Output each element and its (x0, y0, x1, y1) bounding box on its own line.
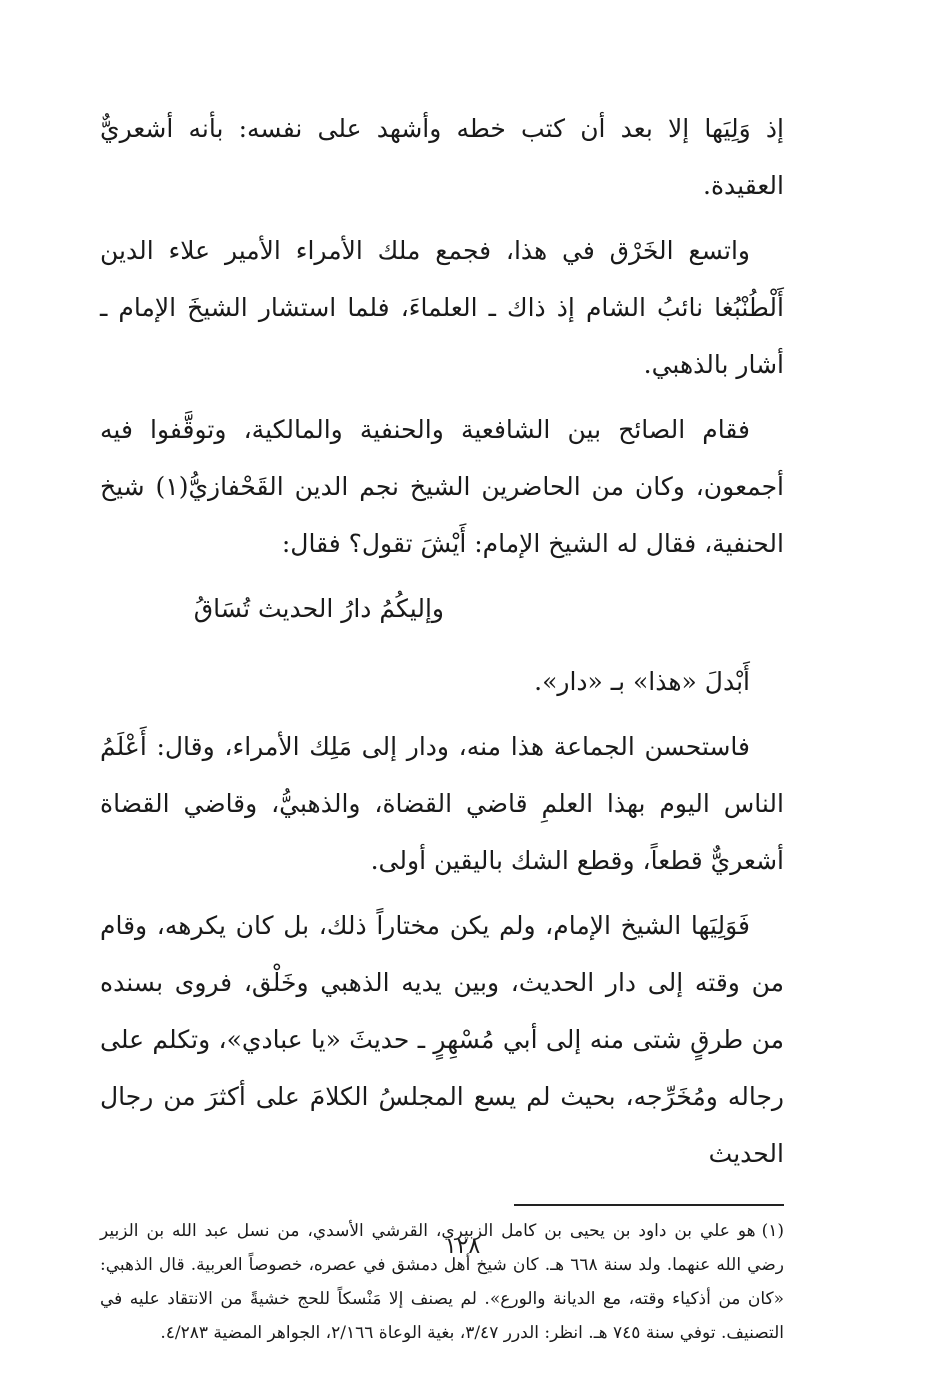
paragraph-3: فقام الصائح بين الشافعية والحنفية والمالكية، وتوقَّفوا فيه أجمعون، وكان من الحاضرين الشيخ نجم الدين القَحْفازيُّ(١) شيخ الحنفية، فقال له الشيخ الإمام: أَيْشَ تقول؟ فقال: (100, 415, 784, 558)
paragraph-5: فاستحسن الجماعة هذا منه، ودار إلى مَلِك الأمراء، وقال: أَعْلَمُ الناس اليوم بهذا العلمِ قاضي القضاة، والذهبيُّ، وقاضي القضاة أشعريٌّ قطعاً، وقطع الشك باليقين أولى. (100, 732, 784, 875)
paragraph-1: إذ وَلِيَها إلا بعد أن كتب خطه وأشهد على نفسه: بأنه أشعريٌّ العقيدة. (100, 114, 784, 200)
footnote-text: هو علي بن داود بن يحيى بن كامل الزبيري، القرشي الأسدي، من نسل عبد الله بن الزبير رضي الله عنهما. ولد سنة ٦٦٨ هـ. كان شيخ أهل دمشق في عصره، خصوصاً العربية. قال الذهبي: «كان من أذكياء وقته، مع الديانة والورع». لم يصنف إلا مَنْسكاً للحج خشيةً من الانتقاد عليه في التصنيف. توفي سنة ٧٤٥ هـ. انظر: الدرر ٣/٤٧، بغية الوعاة ٢/١٦٦، الجواهر المضية ٤/٢٨٣. (100, 1221, 784, 1343)
footnote-divider (514, 1204, 784, 1206)
paragraph-6: فَوَلِيَها الشيخ الإمام، ولم يكن مختاراً ذلك، بل كان يكرهه، وقام من وقته إلى دار الحديث، وبين يديه الذهبي وخَلْق، فروى بسنده من طرقٍ شتى منه إلى أبي مُسْهِرٍ ـ حديثَ «يا عبادي»، وتكلم على رجاله ومُخَرِّجه، بحيث لم يسع المجلسُ الكلامَ على أكثرَ من رجال الحديث (100, 911, 784, 1168)
footnote-marker: (١) (761, 1221, 784, 1241)
page-number: ١٢٨ (444, 1234, 481, 1259)
verse-text: وإليكُمُ دارُ الحديث تُسَاقُ (193, 594, 444, 623)
paragraph-2: واتسع الخَرْق في هذا، فجمع ملك الأمراء الأمير علاء الدين أَلْطُنْبُغا نائبُ الشام إذ ذاك ـ العلماءَ، فلما استشار الشيخَ الإمام ـ أشار بالذهبي. (100, 236, 784, 379)
main-text (100, 100, 784, 1182)
verse-line (100, 580, 784, 637)
paragraph-4: أَبْدلَ «هذا» بـ «دار». (534, 667, 750, 696)
page-body (100, 100, 784, 1350)
